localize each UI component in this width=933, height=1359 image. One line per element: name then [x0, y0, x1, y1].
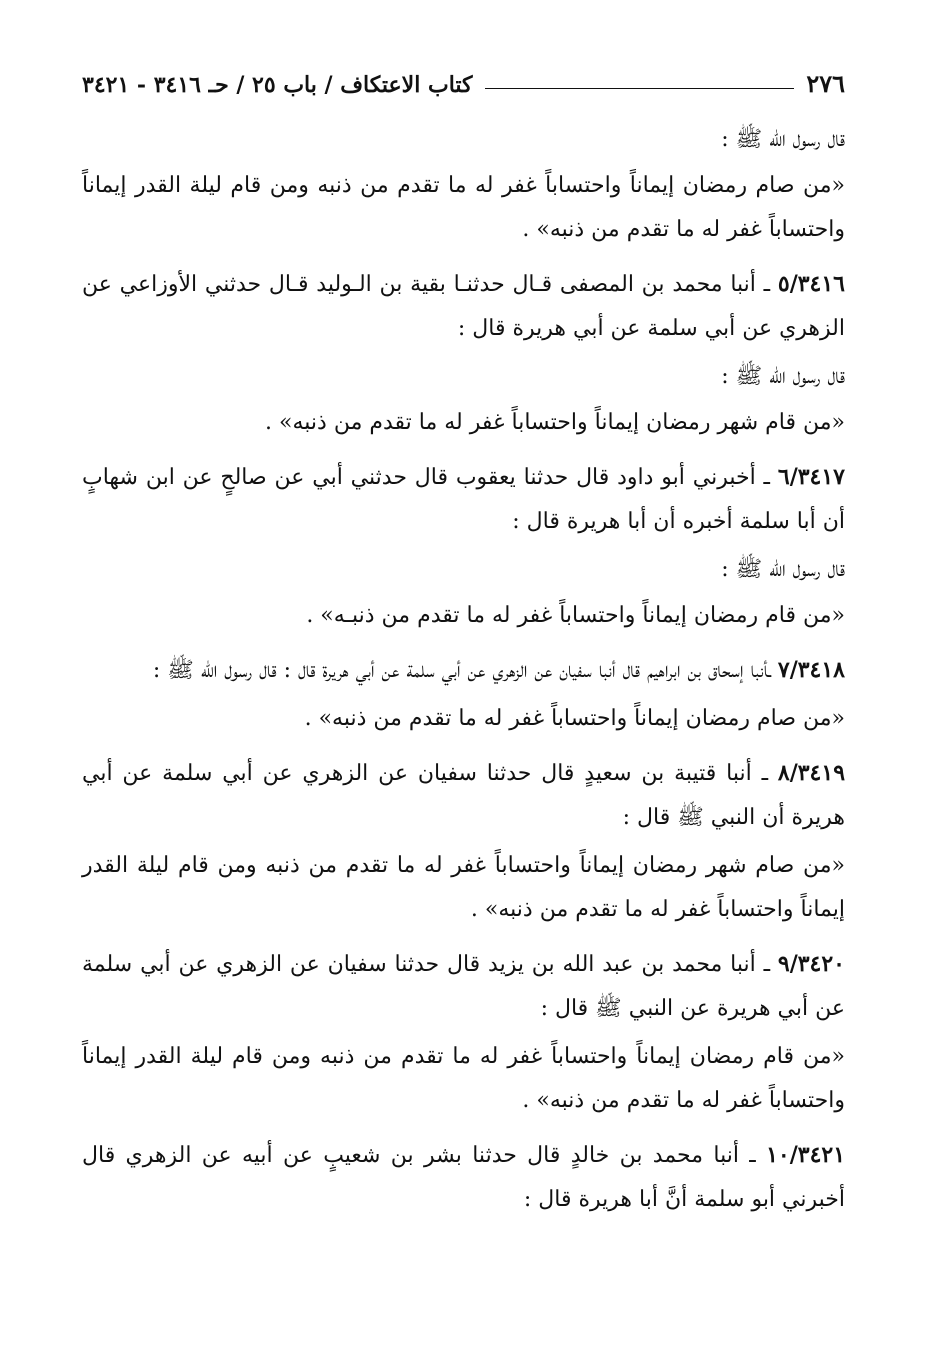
hadith-quote: «من قام رمضان إيماناً واحتساباً غفر له ما تقدم من ذنبـه» . — [306, 603, 845, 628]
hadith-number: ٨/٣٤١٩ — [777, 760, 846, 786]
hadith-entry — [82, 262, 845, 351]
hadith-quote: «من صام رمضان إيماناً واحتساباً غفر له ما تقدم من ذنبه ومن قام ليلة القدر إيماناً واحتساباً غفر له ما تقدم من ذنبه» . — [82, 173, 845, 242]
hadith-entry — [82, 942, 845, 1031]
said-line: قال رسول الله ﷺ : — [721, 127, 845, 152]
hadith-quote: «من صام رمضان إيماناً واحتساباً غفر له ما تقدم من ذنبه» . — [304, 706, 845, 731]
hadith-number: ٥/٣٤١٦ — [777, 271, 845, 297]
hadith-number: ١٠/٣٤٢١ — [766, 1142, 846, 1168]
chain-text: ـ أنبا محمد بن عبد الله بن يزيد قال حدثنا سفيان عن الزهري عن أبي سلمة عن أبي هريرة عن النبي ﷺ قال : — [82, 952, 845, 1021]
hadith-number: ٦/٣٤١٧ — [777, 464, 845, 490]
hadith-number: ٧/٣٤١٨ — [777, 657, 845, 683]
page-header — [82, 62, 845, 98]
hadith-entry — [82, 1133, 845, 1222]
header-rule — [485, 88, 795, 89]
chain-text: ـ أخبرني أبو داود قال حدثنا يعقوب قال حدثني أبي عن صالحٍ عن ابن شهابٍ أن أبا سلمة أخبره أن أبا هريرة قال : — [82, 465, 845, 534]
page-number: ٢٧٦ — [806, 69, 845, 98]
hadith-entry — [82, 751, 845, 840]
hadith-entry — [82, 648, 845, 693]
running-title: كتاب الاعتكاف / باب ٢٥ / حـ ٣٤١٦ - ٣٤٢١ — [82, 72, 473, 98]
hadith-number: ٩/٣٤٢٠ — [777, 951, 845, 977]
hadith-quote: «من قام شهر رمضان إيماناً واحتساباً غفر له ما تقدم من ذنبه» . — [265, 410, 845, 435]
chain-text: ـ أنبا محمد بن خالدٍ قال حدثنا بشر بن شعيبٍ عن أبيه عن الزهري قال أخبرني أبو سلمة أنَّ أبا هريرة قال : — [82, 1143, 845, 1212]
said-line: قال رسول الله ﷺ : — [721, 557, 845, 582]
hadith-entry — [82, 455, 845, 544]
said-line: قال رسول الله ﷺ : — [721, 364, 845, 389]
hadith-quote: «من صام شهر رمضان إيماناً واحتساباً غفر له ما تقدم من ذنبه ومن قام ليلة القدر إيماناً واحتساباً غفر له ما تقدم من ذنبه» . — [82, 853, 845, 922]
page-body — [82, 118, 845, 1222]
chain-text: ـ أنبا محمد بن المصفى قـال حدثنـا بقية بن الـوليد قـال حدثني الأوزاعي عن الزهري عن أبي سلمة عن أبي هريرة قال : — [82, 272, 845, 341]
chain-text: ـ أنبا قتيبة بن سعيدٍ قال حدثنا سفيان عن الزهري عن أبي سلمة عن أبي هريرة أن النبي ﷺ قال : — [82, 761, 845, 830]
chain-text: ـأنبا إسحاق بن ابراهيم قال أنبا سفيان عن الزهري عن أبي سلمة عن أبي هريرة قال : قال رسول الله ﷺ : — [152, 658, 771, 683]
hadith-quote: «من قام رمضان إيماناً واحتساباً غفر له ما تقدم من ذنبه ومن قام ليلة القدر إيماناً واحتساباً غفر له ما تقدم من ذنبه» . — [82, 1044, 845, 1113]
